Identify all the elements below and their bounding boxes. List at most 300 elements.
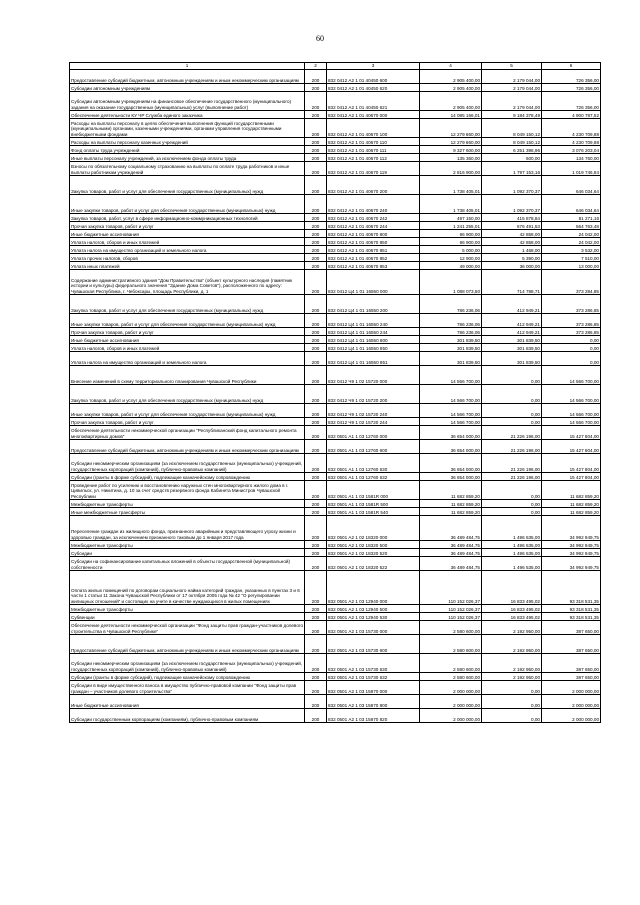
table-row: [70, 709, 601, 723]
row-executed-amount: 1 496 535,00: [482, 541, 542, 549]
table-row: [70, 481, 601, 500]
row-remaining-amount: 4 230 709,88: [542, 119, 601, 138]
row-code-200: 200: [305, 111, 327, 119]
row-description: Иные бюджетные ассигнования: [70, 230, 305, 238]
row-code-200: 200: [305, 154, 327, 162]
table-row: [70, 621, 601, 635]
row-description: Обеспечение деятельности КУ ЧР Служба единого заказчика: [70, 111, 305, 119]
row-remaining-amount: 4 900 787,52: [542, 111, 601, 119]
row-description: Предоставление субсидий бюджетным, автономным учреждениям и иным некоммерческим организациям: [70, 635, 305, 654]
row-description: Прочая закупка товаров, работ и услуг: [70, 222, 305, 230]
row-executed-amount: 2 179 044,00: [482, 92, 542, 111]
row-remaining-amount: 34 992 949,75: [542, 549, 601, 557]
row-planned-amount: 1 738 405,01: [420, 176, 482, 195]
table-row: [70, 695, 601, 709]
row-description: Уплата налогов, сборов и иных платежей: [70, 238, 305, 246]
row-code-200: 200: [305, 473, 327, 481]
row-remaining-amount: 93 318 531,35: [542, 613, 601, 621]
row-executed-amount: 0,00: [482, 508, 542, 516]
row-description: Субсидии (гранты в форме субсидий), подлежащие казначейскому сопровождению: [70, 473, 305, 481]
budget-table: [69, 62, 601, 723]
row-executed-amount: 0,00: [482, 385, 542, 404]
row-remaining-amount: 2 000 000,00: [542, 695, 601, 709]
table-row: [70, 605, 601, 613]
row-remaining-amount: 0,00: [542, 344, 601, 352]
row-code-200: 200: [305, 709, 327, 723]
row-description: Иные выплаты персоналу учреждений, за исключением фонда оплаты труда: [70, 154, 305, 162]
table-row: [70, 613, 601, 621]
row-code-200: 200: [305, 508, 327, 516]
table-row: [70, 426, 601, 440]
row-remaining-amount: 726 356,00: [542, 84, 601, 92]
table-row: [70, 673, 601, 681]
row-description: Уплата налога на имущество организаций и земельного налога: [70, 246, 305, 254]
row-planned-amount: 1 241 255,01: [420, 222, 482, 230]
row-description: Расходы на выплаты персоналу казенных учреждений: [70, 138, 305, 146]
row-executed-amount: 8 049 150,12: [482, 119, 542, 138]
row-remaining-amount: 387 650,00: [542, 621, 601, 635]
table-row: [70, 146, 601, 154]
row-remaining-amount: 7 510,00: [542, 254, 601, 262]
row-description: Иные закупки товаров, работ и услуг для обеспечения государственных (муниципальных) нужд: [70, 314, 305, 328]
row-planned-amount: 1 738 405,01: [420, 195, 482, 214]
row-planned-amount: 11 682 859,20: [420, 500, 482, 508]
row-remaining-amount: 373 284,85: [542, 270, 601, 295]
row-budget-code: 832 0412 Ц4 1 01 16550 240: [327, 314, 420, 328]
row-planned-amount: 2 816 900,00: [420, 162, 482, 176]
row-description: Межбюджетные трансферты: [70, 500, 305, 508]
table-header-row: [70, 63, 601, 70]
row-remaining-amount: 14 566 700,00: [542, 385, 601, 404]
row-executed-amount: 21 226 196,00: [482, 440, 542, 454]
row-code-200: 200: [305, 500, 327, 508]
row-code-200: 200: [305, 176, 327, 195]
row-budget-code: 832 0412 А2 1 01 40670 100: [327, 119, 420, 138]
row-budget-code: 832 0501 А2 1 03 15870 820: [327, 709, 420, 723]
row-planned-amount: 301 839,50: [420, 336, 482, 344]
row-description: Иные межбюджетные трансферты: [70, 508, 305, 516]
row-budget-code: 832 0412 Ч9 1 02 15720 240: [327, 404, 420, 418]
row-executed-amount: 676 491,53: [482, 222, 542, 230]
row-planned-amount: 2 580 600,00: [420, 654, 482, 673]
row-planned-amount: 12 279 860,00: [420, 138, 482, 146]
row-planned-amount: 9 327 600,00: [420, 146, 482, 154]
column-header: 2: [305, 63, 327, 70]
row-budget-code: 832 0412 А2 1 01 40670 000: [327, 111, 420, 119]
table-row: [70, 254, 601, 262]
row-executed-amount: 1 496 535,00: [482, 557, 542, 571]
row-executed-amount: 0,00: [482, 500, 542, 508]
row-description: Прочая закупка товаров, работ и услуг: [70, 328, 305, 336]
table-row: [70, 270, 601, 295]
row-code-200: 200: [305, 262, 327, 270]
row-description: Предоставление субсидий бюджетным, автономным учреждениям и иным некоммерческим организациям: [70, 440, 305, 454]
row-budget-code: 832 0501 А2 1 02 18320 522: [327, 557, 420, 571]
table-row: [70, 246, 601, 254]
row-budget-code: 832 0412 А2 1 01 40670 112: [327, 154, 420, 162]
row-planned-amount: 786 236,06: [420, 314, 482, 328]
table-row: [70, 366, 601, 385]
row-budget-code: 832 0501 А1 1 03 12760 000: [327, 426, 420, 440]
row-planned-amount: 110 152 026,37: [420, 613, 482, 621]
row-budget-code: 832 0501 А1 1 03 1581R 500: [327, 500, 420, 508]
table-row: [70, 119, 601, 138]
table-row: [70, 541, 601, 549]
row-description: Обеспечение деятельности некоммерческой организации "Фонд защиты прав граждан-участников долевого строительства в Чувашской Республике": [70, 621, 305, 635]
row-executed-amount: 415 878,84: [482, 214, 542, 222]
row-description: Субсидии на софинансирование капитальных вложений в объекты государственной (муниципальной) собственности: [70, 557, 305, 571]
row-code-200: 200: [305, 557, 327, 571]
row-planned-amount: 1 088 073,50: [420, 270, 482, 295]
row-executed-amount: 1 468,00: [482, 246, 542, 254]
row-description: Закупка товаров, работ, услуг в сфере информационно-коммуникационных технологий: [70, 214, 305, 222]
row-planned-amount: 786 236,06: [420, 295, 482, 314]
row-planned-amount: 36 654 000,00: [420, 454, 482, 473]
table-row: [70, 84, 601, 92]
row-budget-code: 832 0412 А2 1 01 40450 620: [327, 84, 420, 92]
table-row: [70, 418, 601, 426]
row-remaining-amount: 4 230 709,88: [542, 138, 601, 146]
row-budget-code: 832 0501 А2 1 03 15730 600: [327, 635, 420, 654]
row-executed-amount: 0,00: [482, 418, 542, 426]
row-description: Субсидии некоммерческим организациям (за исключением государственных (муниципальных) учреждений, государственных корпораций (компаний), публично-правовых компаний): [70, 454, 305, 473]
row-planned-amount: 2 905 400,00: [420, 70, 482, 84]
row-planned-amount: 135 360,00: [420, 154, 482, 162]
row-budget-code: 832 0501 А2 1 02 18320 520: [327, 549, 420, 557]
row-planned-amount: 49 000,00: [420, 262, 482, 270]
row-planned-amount: 36 654 000,00: [420, 473, 482, 481]
row-remaining-amount: 3 532,00: [542, 246, 601, 254]
row-executed-amount: 2 179 044,00: [482, 70, 542, 84]
row-budget-code: 832 0501 А2 1 03 12940 530: [327, 613, 420, 621]
row-planned-amount: 14 566 700,00: [420, 385, 482, 404]
table-row: [70, 385, 601, 404]
row-code-200: 200: [305, 385, 327, 404]
row-code-200: 200: [305, 673, 327, 681]
row-executed-amount: 0,00: [482, 481, 542, 500]
row-planned-amount: 2 905 400,00: [420, 92, 482, 111]
row-remaining-amount: 726 356,00: [542, 92, 601, 111]
row-budget-code: 832 0412 Ц4 1 01 16550 244: [327, 328, 420, 336]
row-code-200: 200: [305, 314, 327, 328]
row-executed-amount: 16 833 495,02: [482, 571, 542, 605]
row-remaining-amount: 81 271,16: [542, 214, 601, 222]
row-description: Содержание административного здания "Дом Правительства" (объект культурного наследия (памятник истории и культуры) федерального значения "Здание Дома Советов"), расположенного по адресу: Чувашская Республика, г. Чебоксары, площадь Республики, д. 1: [70, 270, 305, 295]
row-planned-amount: 2 580 600,00: [420, 621, 482, 635]
table-row: [70, 262, 601, 270]
row-executed-amount: 1 496 535,00: [482, 516, 542, 541]
row-code-200: 200: [305, 541, 327, 549]
row-code-200: 200: [305, 214, 327, 222]
row-executed-amount: 600,00: [482, 154, 542, 162]
row-remaining-amount: 34 992 949,75: [542, 516, 601, 541]
row-description: Уплата налогов, сборов и иных платежей: [70, 344, 305, 352]
row-description: Закупка товаров, работ и услуг для обеспечения государственных (муниципальных) нужд: [70, 385, 305, 404]
row-executed-amount: 8 049 150,12: [482, 138, 542, 146]
row-planned-amount: 36 489 484,75: [420, 557, 482, 571]
row-planned-amount: 36 654 000,00: [420, 426, 482, 440]
row-remaining-amount: 2 000 000,00: [542, 681, 601, 695]
table-row: [70, 516, 601, 541]
table-row: [70, 336, 601, 344]
row-remaining-amount: 14 566 700,00: [542, 404, 601, 418]
row-remaining-amount: 0,00: [542, 336, 601, 344]
table-row: [70, 500, 601, 508]
row-description: Прочая закупка товаров, работ и услуг: [70, 418, 305, 426]
table-row: [70, 111, 601, 119]
row-remaining-amount: 3 076 203,04: [542, 146, 601, 154]
row-executed-amount: 1 496 535,00: [482, 549, 542, 557]
table-row: [70, 214, 601, 222]
row-remaining-amount: 1 019 746,84: [542, 162, 601, 176]
row-planned-amount: 36 489 484,75: [420, 516, 482, 541]
row-budget-code: 832 0501 А1 1 03 12760 630: [327, 454, 420, 473]
row-planned-amount: 2 580 600,00: [420, 635, 482, 654]
row-executed-amount: 21 226 196,00: [482, 473, 542, 481]
row-remaining-amount: 14 566 700,00: [542, 418, 601, 426]
row-remaining-amount: 387 650,00: [542, 635, 601, 654]
table-row: [70, 508, 601, 516]
row-budget-code: 832 0501 А2 1 03 15730 632: [327, 673, 420, 681]
row-planned-amount: 301 839,50: [420, 352, 482, 366]
table-row: [70, 92, 601, 111]
row-code-200: 200: [305, 481, 327, 500]
row-code-200: 200: [305, 230, 327, 238]
table-row: [70, 549, 601, 557]
row-description: Обеспечение деятельности некоммерческой организации "Республиканский фонд капитального ремонта многоквартирных домов": [70, 426, 305, 440]
row-budget-code: 832 0501 А2 1 03 12940 500: [327, 605, 420, 613]
row-description: Иные закупки товаров, работ и услуг для обеспечения государственных (муниципальных) нужд: [70, 195, 305, 214]
row-planned-amount: 110 152 026,37: [420, 605, 482, 613]
row-budget-code: 832 0412 А2 1 01 40670 852: [327, 254, 420, 262]
row-remaining-amount: 646 034,64: [542, 195, 601, 214]
column-header: 4: [420, 63, 482, 70]
row-remaining-amount: 2 000 000,00: [542, 709, 601, 723]
row-description: Субсидии: [70, 549, 305, 557]
row-code-200: 200: [305, 613, 327, 621]
row-remaining-amount: 11 682 859,20: [542, 500, 601, 508]
row-budget-code: 832 0412 А2 1 01 40670 240: [327, 195, 420, 214]
row-planned-amount: 36 489 484,75: [420, 549, 482, 557]
row-remaining-amount: 34 992 949,75: [542, 541, 601, 549]
row-remaining-amount: 134 760,00: [542, 154, 601, 162]
row-planned-amount: 5 000,00: [420, 246, 482, 254]
row-description: Субсидии (гранты в форме субсидий), подлежащие казначейскому сопровождению: [70, 673, 305, 681]
row-budget-code: 832 0412 А2 1 01 40450 600: [327, 70, 420, 84]
row-budget-code: 832 0412 А2 1 01 40670 851: [327, 246, 420, 254]
row-remaining-amount: 24 042,00: [542, 230, 601, 238]
row-budget-code: 832 0412 Ц4 1 01 16550 851: [327, 352, 420, 366]
table-row: [70, 473, 601, 481]
row-budget-code: 832 0412 А2 1 01 40670 242: [327, 214, 420, 222]
row-planned-amount: 786 236,06: [420, 328, 482, 336]
row-remaining-amount: 15 427 804,00: [542, 426, 601, 440]
row-executed-amount: 42 858,00: [482, 230, 542, 238]
row-remaining-amount: 373 286,85: [542, 314, 601, 328]
row-executed-amount: 301 839,50: [482, 344, 542, 352]
row-remaining-amount: 15 427 804,00: [542, 454, 601, 473]
row-planned-amount: 12 279 860,00: [420, 119, 482, 138]
row-budget-code: 832 0412 Ц4 1 01 16550 800: [327, 336, 420, 344]
row-budget-code: 832 0412 А2 1 01 40670 200: [327, 176, 420, 195]
row-code-200: 200: [305, 238, 327, 246]
row-executed-amount: 0,00: [482, 695, 542, 709]
row-planned-amount: 2 000 000,00: [420, 681, 482, 695]
table-row: [70, 440, 601, 454]
row-executed-amount: 412 949,21: [482, 295, 542, 314]
row-code-200: 200: [305, 426, 327, 440]
row-executed-amount: 6 251 396,96: [482, 146, 542, 154]
row-code-200: 200: [305, 366, 327, 385]
row-remaining-amount: 646 034,64: [542, 176, 601, 195]
row-budget-code: 832 0412 А2 1 01 40450 621: [327, 92, 420, 111]
table-row: [70, 70, 601, 84]
row-budget-code: 832 0501 А2 1 02 18320 000: [327, 516, 420, 541]
row-executed-amount: 42 858,00: [482, 238, 542, 246]
row-remaining-amount: 93 318 531,35: [542, 605, 601, 613]
row-code-200: 200: [305, 549, 327, 557]
row-remaining-amount: 387 650,00: [542, 654, 601, 673]
table-row: [70, 138, 601, 146]
row-executed-amount: 301 839,50: [482, 336, 542, 344]
row-description: Субвенции: [70, 613, 305, 621]
row-executed-amount: 5 390,00: [482, 254, 542, 262]
row-executed-amount: 0,00: [482, 404, 542, 418]
row-description: Уплата налога на имущество организаций и земельного налога: [70, 352, 305, 366]
row-executed-amount: 16 833 495,02: [482, 605, 542, 613]
table-row: [70, 454, 601, 473]
row-code-200: 200: [305, 344, 327, 352]
table-body: [70, 70, 601, 723]
row-code-200: 200: [305, 195, 327, 214]
row-executed-amount: 9 184 378,49: [482, 111, 542, 119]
row-code-200: 200: [305, 146, 327, 154]
row-executed-amount: 714 788,71: [482, 270, 542, 295]
row-budget-code: 832 0501 А1 1 03 1581R 000: [327, 481, 420, 500]
row-description: Взносы по обязательному социальному страхованию на выплаты по оплате труда работников и иные выплаты работникам учреждений: [70, 162, 305, 176]
row-executed-amount: 1 797 153,16: [482, 162, 542, 176]
row-code-200: 200: [305, 222, 327, 230]
row-budget-code: 832 0412 Ц4 1 01 16550 000: [327, 270, 420, 295]
row-description: Иные бюджетные ассигнования: [70, 336, 305, 344]
table-row: [70, 328, 601, 336]
row-budget-code: 832 0412 А2 1 01 40670 119: [327, 162, 420, 176]
row-budget-code: 832 0501 А1 1 03 12760 632: [327, 473, 420, 481]
row-budget-code: 832 0501 А2 1 03 15870 000: [327, 681, 420, 695]
row-code-200: 200: [305, 162, 327, 176]
row-executed-amount: 2 192 950,00: [482, 673, 542, 681]
row-budget-code: 832 0412 А2 1 01 40670 853: [327, 262, 420, 270]
row-code-200: 200: [305, 246, 327, 254]
row-description: Предоставление субсидий бюджетным, автономным учреждениям и иным некоммерческим организациям: [70, 70, 305, 84]
row-description: Проведение работ по усилению и восстановлению наружных стен многоквартирного жилого дома в г. Цивильск, ул. Никитина, д. 10 за счет средств резервного фонда Кабинета Министров Чувашской Республики: [70, 481, 305, 500]
row-executed-amount: 21 226 196,00: [482, 426, 542, 440]
row-code-200: 200: [305, 270, 327, 295]
row-code-200: 200: [305, 119, 327, 138]
table-row: [70, 681, 601, 695]
row-executed-amount: 1 092 370,37: [482, 195, 542, 214]
table-row: [70, 154, 601, 162]
row-description: Субсидии некоммерческим организациям (за исключением государственных (муниципальных) учреждений, государственных корпораций (компаний), публично-правовых компаний): [70, 654, 305, 673]
row-executed-amount: 0,00: [482, 709, 542, 723]
row-planned-amount: 36 489 484,75: [420, 541, 482, 549]
row-executed-amount: 412 949,21: [482, 328, 542, 336]
row-description: Уплата иных платежей: [70, 262, 305, 270]
table-row: [70, 295, 601, 314]
table-row: [70, 195, 601, 214]
row-budget-code: 832 0501 А1 1 03 1581R 540: [327, 508, 420, 516]
row-description: Внесение изменений в схему территориального планирования Чувашской Республики: [70, 366, 305, 385]
row-code-200: 200: [305, 454, 327, 473]
row-code-200: 200: [305, 336, 327, 344]
row-description: Фонд оплаты труда учреждений: [70, 146, 305, 154]
row-description: Субсидии государственным корпорациям (компаниям), публично-правовым компаниям: [70, 709, 305, 723]
row-code-200: 200: [305, 605, 327, 613]
row-planned-amount: 12 900,00: [420, 254, 482, 262]
row-description: Закупка товаров, работ и услуг для обеспечения государственных (муниципальных) нужд: [70, 176, 305, 195]
row-description: Межбюджетные трансферты: [70, 605, 305, 613]
table-row: [70, 344, 601, 352]
row-planned-amount: 2 580 600,00: [420, 673, 482, 681]
row-executed-amount: 2 179 044,00: [482, 84, 542, 92]
row-planned-amount: 2 000 000,00: [420, 709, 482, 723]
row-remaining-amount: 387 650,00: [542, 673, 601, 681]
row-remaining-amount: 373 286,85: [542, 328, 601, 336]
row-code-200: 200: [305, 84, 327, 92]
row-budget-code: 832 0501 А2 1 03 15870 800: [327, 695, 420, 709]
row-budget-code: 832 0412 Ч9 1 02 15720 244: [327, 418, 420, 426]
row-budget-code: 832 0412 Ч9 1 02 15720 000: [327, 366, 420, 385]
table-row: [70, 230, 601, 238]
row-description: Межбюджетные трансферты: [70, 541, 305, 549]
table-row: [70, 176, 601, 195]
row-executed-amount: 2 192 950,00: [482, 621, 542, 635]
row-budget-code: 832 0412 А2 1 01 40670 850: [327, 238, 420, 246]
row-executed-amount: 2 192 950,00: [482, 635, 542, 654]
row-remaining-amount: 14 566 700,00: [542, 366, 601, 385]
row-planned-amount: 301 839,50: [420, 344, 482, 352]
row-planned-amount: 66 900,00: [420, 230, 482, 238]
row-budget-code: 832 0501 А2 1 03 15730 630: [327, 654, 420, 673]
table-row: [70, 314, 601, 328]
row-remaining-amount: 11 682 859,20: [542, 481, 601, 500]
row-remaining-amount: 726 356,00: [542, 70, 601, 84]
row-planned-amount: 497 150,00: [420, 214, 482, 222]
row-executed-amount: 2 192 950,00: [482, 654, 542, 673]
row-remaining-amount: 13 000,00: [542, 262, 601, 270]
page-number: 60: [316, 34, 324, 43]
column-header: 6: [542, 63, 601, 70]
table-row: [70, 404, 601, 418]
row-planned-amount: 14 566 700,00: [420, 404, 482, 418]
row-code-200: 200: [305, 254, 327, 262]
row-planned-amount: 36 654 000,00: [420, 440, 482, 454]
row-executed-amount: 412 949,21: [482, 314, 542, 328]
table-row: [70, 222, 601, 230]
row-code-200: 200: [305, 621, 327, 635]
row-code-200: 200: [305, 328, 327, 336]
table-row: [70, 635, 601, 654]
row-executed-amount: 301 839,50: [482, 352, 542, 366]
row-budget-code: 832 0501 А2 1 03 12940 000: [327, 571, 420, 605]
row-description: Расходы на выплаты персоналу в целях обеспечения выполнения функций государственными (муниципальными) органами, казенными учреждениями, органами управления государственными внебюджетными фондами: [70, 119, 305, 138]
row-budget-code: 832 0412 А2 1 01 40670 244: [327, 222, 420, 230]
row-code-200: 200: [305, 92, 327, 111]
row-remaining-amount: 93 318 531,35: [542, 571, 601, 605]
row-planned-amount: 2 000 000,00: [420, 695, 482, 709]
row-budget-code: 832 0501 А2 1 03 15730 000: [327, 621, 420, 635]
row-executed-amount: 0,00: [482, 681, 542, 695]
